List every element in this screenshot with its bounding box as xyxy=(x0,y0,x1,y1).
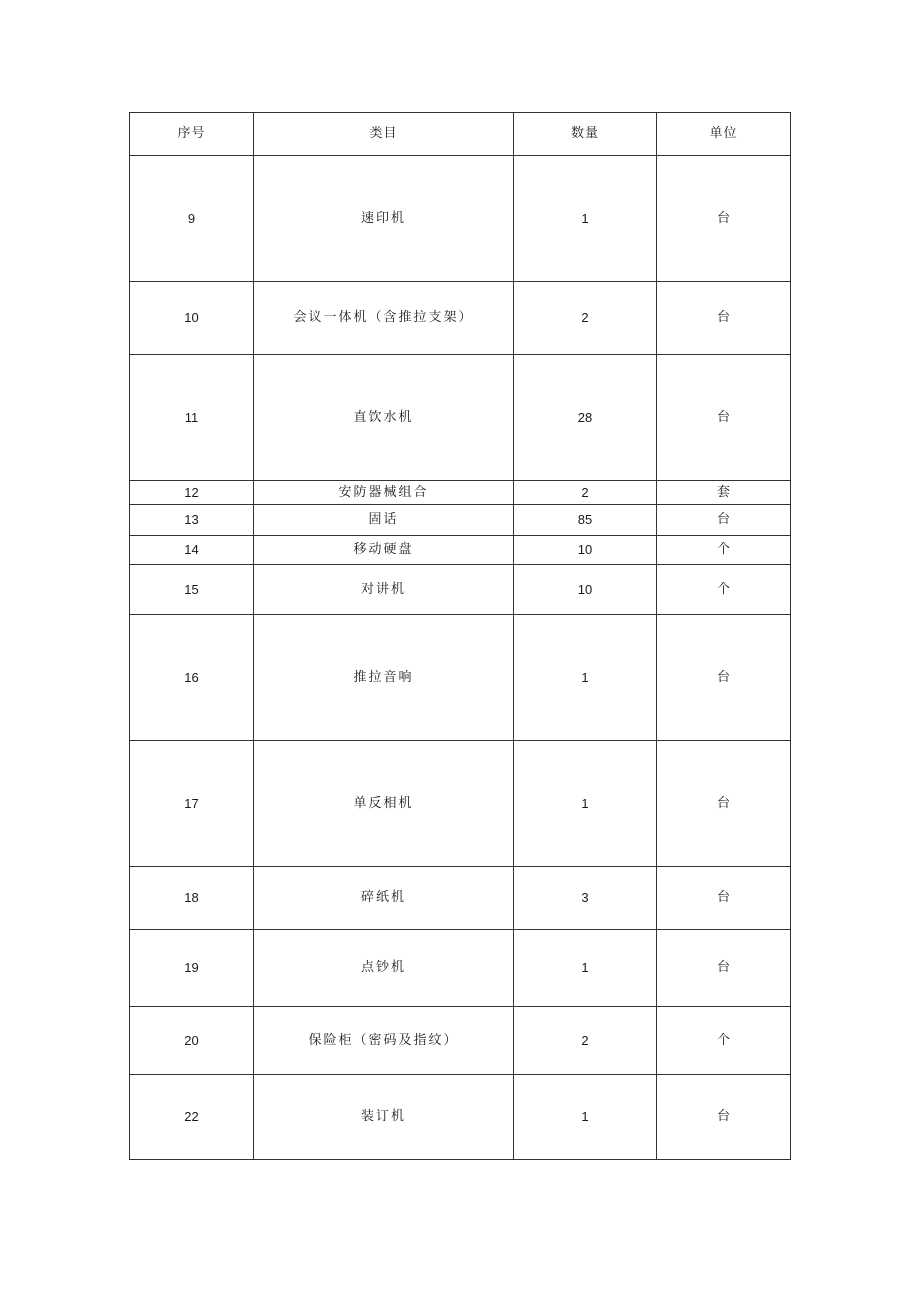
cell-category: 点钞机 xyxy=(254,930,514,1007)
table-row xyxy=(130,481,791,505)
header-quantity: 数量 xyxy=(514,113,657,156)
cell-category: 推拉音响 xyxy=(254,615,514,741)
cell-category: 会议一体机（含推拉支架） xyxy=(254,282,514,355)
cell-unit: 台 xyxy=(657,867,791,930)
cell-unit: 台 xyxy=(657,615,791,741)
cell-category: 直饮水机 xyxy=(254,355,514,481)
cell-unit: 个 xyxy=(657,536,791,565)
table-row xyxy=(130,156,791,282)
cell-quantity: 1 xyxy=(514,930,657,1007)
cell-seq: 10 xyxy=(130,282,254,355)
cell-quantity: 3 xyxy=(514,867,657,930)
cell-quantity: 1 xyxy=(514,615,657,741)
cell-quantity: 85 xyxy=(514,505,657,536)
cell-seq: 14 xyxy=(130,536,254,565)
cell-category: 对讲机 xyxy=(254,565,514,615)
inventory-table xyxy=(129,112,791,1160)
cell-quantity: 2 xyxy=(514,282,657,355)
cell-unit: 台 xyxy=(657,156,791,282)
table-row xyxy=(130,930,791,1007)
cell-category: 移动硬盘 xyxy=(254,536,514,565)
header-unit: 单位 xyxy=(657,113,791,156)
cell-seq: 12 xyxy=(130,481,254,505)
cell-unit: 台 xyxy=(657,741,791,867)
cell-unit: 台 xyxy=(657,930,791,1007)
cell-seq: 15 xyxy=(130,565,254,615)
cell-category: 保险柜（密码及指纹） xyxy=(254,1007,514,1075)
cell-seq: 9 xyxy=(130,156,254,282)
cell-seq: 11 xyxy=(130,355,254,481)
cell-seq: 18 xyxy=(130,867,254,930)
header-category: 类目 xyxy=(254,113,514,156)
cell-category: 安防器械组合 xyxy=(254,481,514,505)
table-row xyxy=(130,282,791,355)
cell-quantity: 10 xyxy=(514,536,657,565)
table-row xyxy=(130,867,791,930)
cell-quantity: 10 xyxy=(514,565,657,615)
cell-unit: 台 xyxy=(657,355,791,481)
cell-quantity: 28 xyxy=(514,355,657,481)
cell-category: 速印机 xyxy=(254,156,514,282)
cell-quantity: 1 xyxy=(514,1075,657,1160)
cell-seq: 22 xyxy=(130,1075,254,1160)
cell-quantity: 1 xyxy=(514,156,657,282)
cell-unit: 台 xyxy=(657,505,791,536)
cell-quantity: 2 xyxy=(514,481,657,505)
cell-seq: 20 xyxy=(130,1007,254,1075)
table-row xyxy=(130,615,791,741)
cell-unit: 套 xyxy=(657,481,791,505)
table-row xyxy=(130,536,791,565)
table-row xyxy=(130,565,791,615)
cell-unit: 台 xyxy=(657,1075,791,1160)
cell-seq: 16 xyxy=(130,615,254,741)
cell-unit: 个 xyxy=(657,1007,791,1075)
cell-category: 装订机 xyxy=(254,1075,514,1160)
table-row xyxy=(130,1007,791,1075)
table-row xyxy=(130,505,791,536)
cell-category: 碎纸机 xyxy=(254,867,514,930)
cell-seq: 13 xyxy=(130,505,254,536)
cell-quantity: 2 xyxy=(514,1007,657,1075)
cell-unit: 个 xyxy=(657,565,791,615)
table-header-row xyxy=(130,113,791,156)
cell-seq: 19 xyxy=(130,930,254,1007)
cell-category: 固话 xyxy=(254,505,514,536)
header-seq: 序号 xyxy=(130,113,254,156)
cell-quantity: 1 xyxy=(514,741,657,867)
table-row xyxy=(130,741,791,867)
cell-unit: 台 xyxy=(657,282,791,355)
cell-category: 单反相机 xyxy=(254,741,514,867)
table-row xyxy=(130,355,791,481)
table-row xyxy=(130,1075,791,1160)
cell-seq: 17 xyxy=(130,741,254,867)
